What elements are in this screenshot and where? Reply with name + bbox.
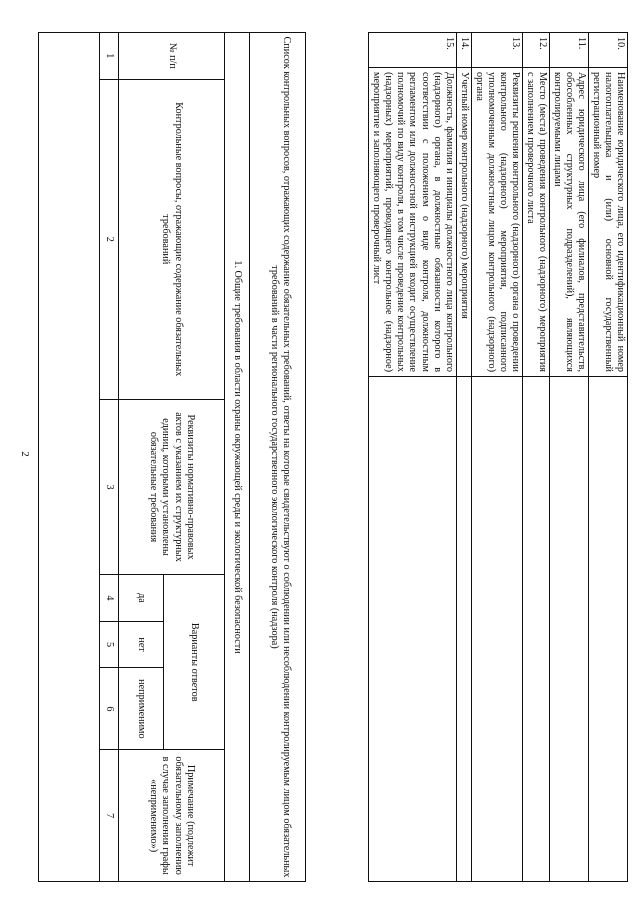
info-row-number: 12.	[522, 33, 549, 68]
column-number: 6	[100, 668, 119, 750]
info-row-value[interactable]	[471, 377, 522, 882]
checklist-title: Список контрольных вопросов, отражающих содержание обязательных требований, ответы на которые свидетельствуют о соблюдении или несоблюдении контролируемым лицом обязательных требований в части регионального государственного экологического контроля (надзора)	[268, 36, 292, 878]
header-yes: да	[119, 575, 164, 622]
column-number: 3	[100, 399, 119, 574]
info-row	[369, 33, 456, 882]
rotated-sheet	[38, 32, 628, 882]
info-row-value[interactable]	[549, 377, 588, 882]
info-row-number: 15.	[369, 33, 456, 68]
info-row-text: Учетный номер контрольного (надзорного) мероприятия	[456, 68, 471, 377]
info-row	[456, 33, 471, 882]
info-row-value[interactable]	[588, 377, 627, 882]
info-row	[522, 33, 549, 882]
column-number: 7	[100, 750, 119, 882]
info-row-value[interactable]	[369, 377, 456, 882]
info-row	[588, 33, 627, 882]
info-row	[549, 33, 588, 882]
column-number: 5	[100, 621, 119, 668]
header-note: Примечание (подлежит обязательному заполнению в случае заполнения графы «неприменимо»)	[119, 750, 225, 882]
info-row-number: 13.	[471, 33, 522, 68]
header-answers: Варианты ответов	[164, 575, 225, 750]
header-questions: Контрольные вопросы, отражающие содержание обязательных требований	[119, 79, 225, 399]
info-table	[368, 32, 628, 882]
section-title: 1. Общие требования в области охраны окружающей среды и экологической безопасности	[225, 33, 250, 882]
info-row-value[interactable]	[456, 377, 471, 882]
column-number: 1	[100, 33, 119, 80]
header-num: № п/п	[119, 33, 225, 80]
info-row-number: 14.	[456, 33, 471, 68]
info-row-text: Место (места) проведения контрольного (надзорного) мероприятия с заполнением проверочного листа	[522, 68, 549, 377]
info-row-text: Адрес юридического лица (его филиалов, представительств, обособленных структурных подразделений), являющихся контролируемыми лицами	[549, 68, 588, 377]
info-row-text: Наименование юридического лица, его идентификационный номер налогоплательщика и (или) основной государственный регистрационный номер	[588, 68, 627, 377]
info-row-number: 10.	[588, 33, 627, 68]
info-row	[471, 33, 522, 882]
column-number-row	[100, 33, 119, 882]
info-row-number: 11.	[549, 33, 588, 68]
header-requisites: Реквизиты нормативно-правовых актов с указанием их структурных единиц, которыми установлены обязательные требования	[119, 399, 225, 574]
header-no: нет	[119, 621, 164, 668]
column-number: 4	[100, 575, 119, 622]
info-row-text: Должность, фамилия и инициалы должностного лица контрольного (надзорного) органа, в должностные обязанности которого в соответствии с положением о виде контроля, должностным регламентом или должностной инструкцией входит осуществление полномочий по виду контроля, в том числе проведение контрольных (надзорных) мероприятий, проводящего контрольное (надзорное) мероприятие и заполняющего проверочный лист	[369, 68, 456, 377]
info-row-value[interactable]	[522, 377, 549, 882]
header-na: неприменимо	[119, 668, 164, 750]
column-number: 2	[100, 79, 119, 399]
info-row-text: Реквизиты решения контрольного (надзорного) органа о проведении контрольного (надзорного) мероприятия, подписанного уполномоченным должностным лицом контрольного (надзорного) органа	[471, 68, 522, 377]
page-number: 2	[18, 451, 31, 457]
checklist-table	[99, 32, 250, 882]
